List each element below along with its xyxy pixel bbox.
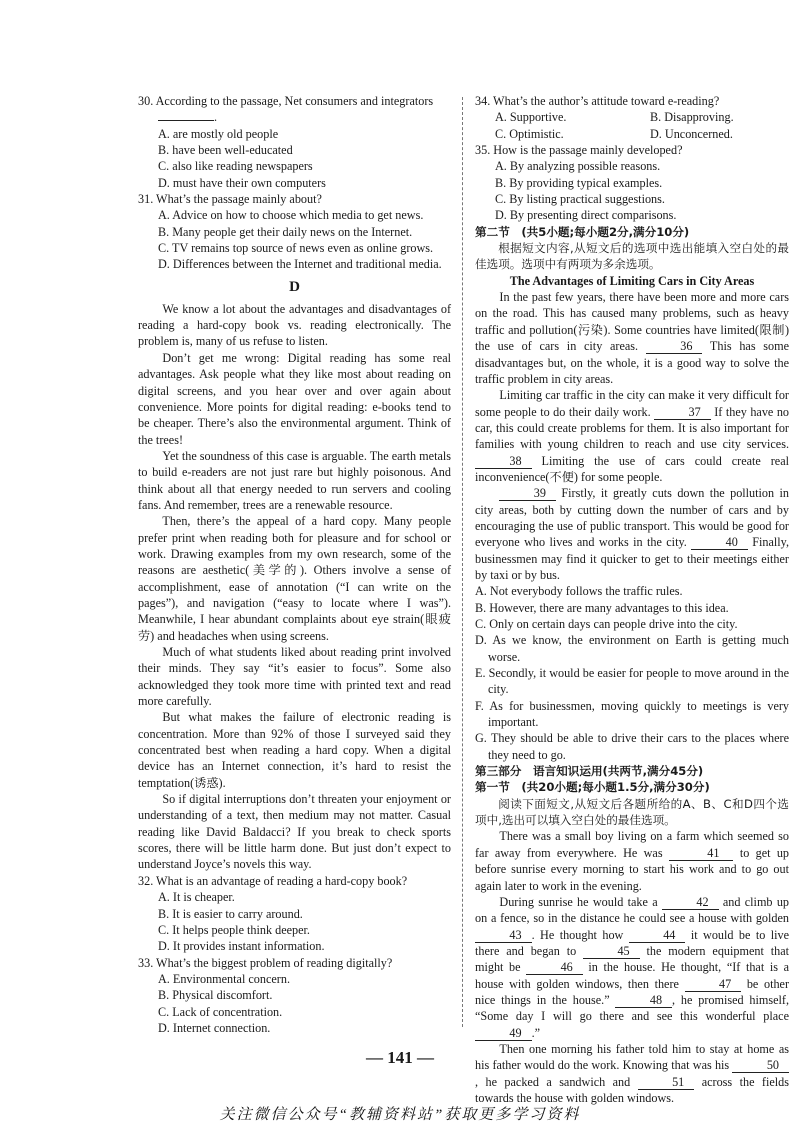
option: B. Many people get their daily news on the Internet.	[158, 224, 413, 239]
question-stem: 30. According to the passage, Net consumers and integrators	[138, 94, 434, 108]
choice: E. Secondly, it would be easier for people to move around in the city.	[475, 666, 789, 697]
option: D. By presenting direct comparisons.	[495, 208, 677, 223]
option: D. Internet connection.	[158, 1020, 271, 1035]
choice: D. As we know, the environment on Earth is getting much worse.	[475, 633, 789, 664]
question-30	[138, 93, 451, 191]
part-header: 第三部分 语言知识运用(共两节,满分45分)	[475, 764, 704, 779]
paragraph: There was a small boy living on a farm which seemed so far away from everywhere. He was 41 to get up before sunrise every morning to start his work and to go out again later to work in the evening.	[475, 829, 790, 893]
choice: A. Not everybody follows the traffic rules.	[475, 584, 683, 599]
blank-38: 38	[475, 455, 532, 469]
choice: C. Only on certain days can people drive into the city.	[475, 617, 738, 631]
section-header: 第一节 (共20小题;每小题1.5分,满分30分)	[475, 780, 710, 795]
option: D. must have their own computers	[158, 175, 326, 190]
blank-46: 46	[526, 961, 583, 975]
section-header: 第二节 (共5小题;每小题2分,满分10分)	[475, 224, 690, 239]
paragraph: 39 Firstly, it greatly cuts down the pollution in city areas, both by cutting down the number of cars and by encouraging the use of public transport. This would be good for everyone who lives and works in the city. 40 Finally, businessmen may find it quicker to get to their meetings either by taxi or by bus.	[475, 486, 789, 582]
option: C. Lack of concentration.	[158, 1004, 283, 1019]
paragraph: Limiting car traffic in the city can make it very difficult for some people to do their daily work. 37 If they have no car, this could create problems for them. It is also important for families with young children to reach and use city services. 38 Limiting the use of cars could create real inconvenience(不便) for some people.	[475, 388, 790, 484]
blank-48: 48	[615, 994, 672, 1008]
option: A. It is cheaper.	[158, 890, 235, 905]
option: A. By analyzing possible reasons.	[495, 159, 661, 174]
paragraph: So if digital interruptions don’t threaten your enjoyment or understanding of a text, then medium may not matter. Casual reading like David Baldacci? If you break to check sports scores, there will be little harm done. But just don’t expect to understand Joyce’s novels this way.	[138, 792, 451, 872]
option: A. Advice on how to choose which media to get news.	[158, 208, 424, 223]
question-stem: 33. What’s the biggest problem of reading digitally?	[138, 955, 393, 970]
blank-40: 40	[691, 536, 748, 550]
option: D. It provides instant information.	[158, 939, 325, 954]
paragraph: Don’t get me wrong: Digital reading has some real advantages. Ask people what they like most about reading on digital screens, and you hear over and over again about convenience. More points for digital reading: e-books tend to be cheaper. There’s also the environmental argument. Think of the trees!	[138, 350, 451, 447]
option: C. TV remains top source of news even as online grows.	[158, 241, 434, 256]
answer-blank: .	[138, 109, 451, 125]
option: C. It helps people think deeper.	[158, 922, 310, 937]
option: C. By listing practical suggestions.	[495, 192, 665, 207]
question-stem: 35. How is the passage mainly developed?	[475, 143, 683, 158]
footer-note: 关注微信公众号“教辅资料站”获取更多学习资料	[219, 1107, 581, 1123]
blank-44: 44	[629, 929, 686, 943]
paragraph: We know a lot about the advantages and disadvantages of reading a hard-copy book vs. reading electronically. The problem is, many of us refuse to listen.	[138, 301, 451, 349]
blank-37: 37	[654, 406, 711, 420]
option: C. also like reading newspapers	[158, 159, 313, 174]
blank-36: 36	[646, 340, 703, 354]
section-instructions: 阅读下面短文,从短文后各题所给的A、B、C和D四个选项中,选出可以填入空白处的最佳选项。	[475, 796, 789, 828]
option: B. Disapproving.	[650, 110, 734, 125]
section-instructions: 根据短文内容,从短文后的选项中选出能填入空白处的最佳选项。选项中有两项为多余选项。	[475, 241, 789, 272]
option: A. Supportive.	[495, 110, 567, 125]
question-stem: 34. What’s the author’s attitude toward e-reading?	[475, 94, 720, 108]
blank-47: 47	[685, 978, 742, 992]
blank-49: 49	[475, 1027, 532, 1041]
option: B. It is easier to carry around.	[158, 906, 303, 921]
option: C. Optimistic.	[495, 126, 564, 141]
question-33	[138, 955, 451, 1037]
option: D. Differences between the Internet and traditional media.	[158, 257, 442, 272]
paragraph: But what makes the failure of electronic reading is concentration. More than 92% of those I surveyed said they concentrated best when reading a hard copy. When a digital device has an Internet connection, it’s hard to resist the temptation(诱惑).	[138, 710, 451, 790]
blank-51: 51	[638, 1076, 695, 1090]
paragraph: Much of what students liked about reading print involved their minds. They say “it’s easier to focus”. Some also acknowledged they took more time with printed text and read more carefully.	[138, 645, 451, 709]
choice: B. However, there are many advantages to this idea.	[475, 600, 729, 615]
option: A. Environmental concern.	[158, 971, 290, 986]
choice: G. They should be able to drive their cars to the places where they need to go.	[475, 731, 789, 762]
choice: F. As for businessmen, moving quickly to meetings is very important.	[475, 698, 789, 730]
paragraph: During sunrise he would take a 42 and climb up on a fence, so in the distance he could see a house with golden 43 . He thought how 44 it would be to live there and began to 45 the modern equipment that might be 46 in the house. He thought, “If that is a house with golden windows, then there 47 be other nice things in the house.” 48 , he promised himself, “Some day I will go there and see this wonderful place 49 .”	[475, 894, 790, 1040]
choice-list	[475, 583, 789, 763]
blank-41: 41	[669, 847, 734, 861]
blank-43: 43	[475, 929, 532, 943]
question-stem: 31. What’s the passage mainly about?	[138, 192, 322, 207]
blank-45: 45	[583, 945, 640, 959]
option: A. are mostly old people	[158, 126, 279, 141]
blank-39: 39	[499, 487, 556, 501]
blank-50: 50	[732, 1059, 789, 1073]
paragraph: In the past few years, there have been more and more cars on the road. This has caused many problems, such as heavy traffic and pollution(污染). Some countries have limited(限制) the use of cars in city areas. 36 This has some disadvantages but, on the whole, it is a good way to solve the traffic problem in city areas.	[475, 290, 790, 386]
question-31	[138, 191, 451, 273]
option: D. Unconcerned.	[650, 126, 733, 141]
question-stem: 32. What is an advantage of reading a hard-copy book?	[138, 873, 408, 888]
question-34	[475, 93, 789, 142]
page-number: — 141 —	[366, 1048, 434, 1067]
paragraph: Yet the soundness of this case is arguable. The earth metals to build e-readers are not just rare but highly poisonous. And think about all that energy needed to run servers and cooling fans. And remember, trees are a renewable resource.	[138, 448, 451, 512]
column-divider	[462, 97, 463, 1027]
paragraph: Then, there’s the appeal of a hard copy. Many people prefer print when reading both for pleasure and for school or work. Drawing examples from my own research, some of the reasons are aesthetic(美学的). Others involve a sense of accomplishment, ease of annotation (“I can write on the pages”), and navigation (“easy to locate where I was”). Meanwhile, I hear abundant complaints about eye strain(眼疲劳) and headaches when using screens.	[138, 514, 451, 643]
section-heading-d: D	[289, 278, 300, 295]
option: B. Physical discomfort.	[158, 988, 273, 1003]
option-row	[475, 126, 789, 142]
right-column	[475, 93, 789, 1106]
option: B. have been well-educated	[158, 143, 293, 158]
passage-d	[138, 301, 451, 873]
question-32	[138, 873, 451, 955]
paragraph: Then one morning his father told him to stay at home as his father would do the work. Knowing that was his 50, he packed a sandwich and 51 across the fields towards the house with golden windows.	[475, 1041, 789, 1105]
option-row	[475, 109, 789, 125]
option: B. By providing typical examples.	[495, 175, 663, 190]
passage-title: The Advantages of Limiting Cars in City Areas	[509, 273, 755, 288]
blank-42: 42	[662, 896, 719, 910]
left-column	[138, 93, 451, 1036]
question-35	[475, 142, 789, 224]
